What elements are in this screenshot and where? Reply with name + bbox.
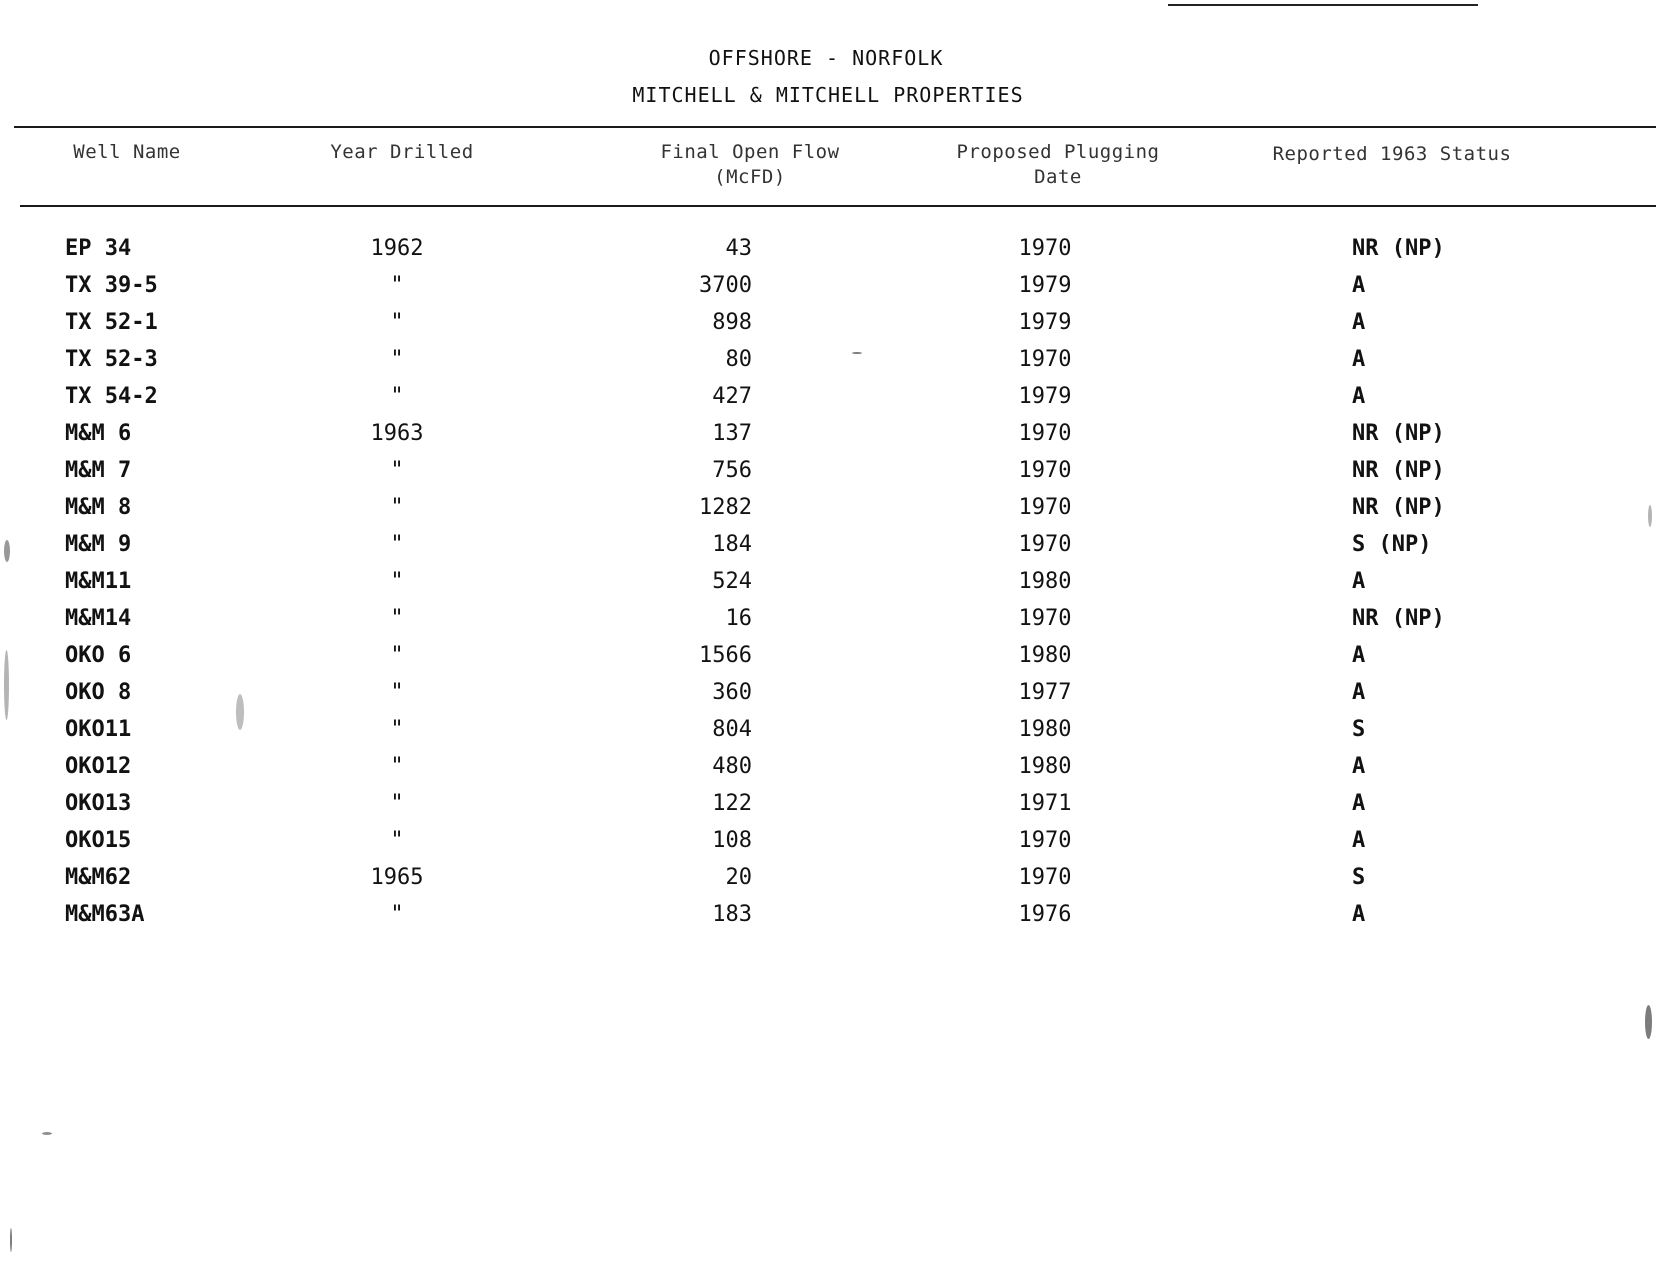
year-drilled-cell: " — [390, 384, 404, 409]
final-open-flow-cell: 1282 — [699, 495, 752, 520]
plugging-date-cell: 1971 — [1018, 791, 1072, 816]
header-final-open-flow-unit: (McFD) — [714, 166, 786, 188]
final-open-flow-cell: 898 — [712, 310, 752, 335]
well-name-cell: TX 52-1 — [65, 310, 158, 335]
header-proposed-plugging-date: Date — [1034, 166, 1082, 188]
plugging-date-cell: 1979 — [1018, 310, 1072, 335]
well-name-cell: M&M14 — [65, 606, 132, 631]
year-drilled-cell: " — [390, 458, 404, 483]
well-name-cell: M&M 7 — [65, 458, 132, 483]
plugging-date-cell: 1970 — [1018, 495, 1072, 520]
status-cell: A — [1352, 569, 1366, 594]
status-cell: S — [1352, 717, 1366, 742]
header-bottom-rule — [20, 205, 1656, 207]
scan-speck — [1648, 505, 1652, 527]
final-open-flow-cell: 360 — [712, 680, 752, 705]
plugging-date-cell: 1970 — [1018, 458, 1072, 483]
table-row — [0, 421, 1656, 455]
table-row — [0, 828, 1656, 862]
well-name-cell: OKO13 — [65, 791, 132, 816]
table-row — [0, 532, 1656, 566]
final-open-flow-cell: 3700 — [699, 273, 752, 298]
well-name-cell: TX 39-5 — [65, 273, 158, 298]
table-row — [0, 680, 1656, 714]
year-drilled-cell: " — [390, 754, 404, 779]
final-open-flow-cell: 122 — [712, 791, 752, 816]
scan-speck — [4, 650, 9, 720]
table-row — [0, 495, 1656, 529]
table-row — [0, 606, 1656, 640]
well-name-cell: M&M63A — [65, 902, 145, 927]
header-well-name: Well Name — [73, 141, 181, 163]
year-drilled-cell: " — [390, 273, 404, 298]
plugging-date-cell: 1970 — [1018, 606, 1072, 631]
status-cell: A — [1352, 754, 1366, 779]
status-cell: A — [1352, 347, 1366, 372]
year-drilled-cell: " — [390, 643, 404, 668]
final-open-flow-cell: 183 — [712, 902, 752, 927]
status-cell: A — [1352, 902, 1366, 927]
year-drilled-cell: " — [390, 310, 404, 335]
table-row — [0, 236, 1656, 270]
scan-speck — [1645, 1005, 1652, 1039]
final-open-flow-cell: 80 — [725, 347, 752, 372]
year-drilled-cell: " — [390, 495, 404, 520]
scan-speck — [42, 1132, 52, 1135]
plugging-date-cell: 1977 — [1018, 680, 1072, 705]
year-drilled-cell: 1965 — [370, 865, 424, 890]
status-cell: A — [1352, 273, 1366, 298]
table-row — [0, 273, 1656, 307]
final-open-flow-cell: 43 — [725, 236, 752, 261]
year-drilled-cell: " — [390, 717, 404, 742]
plugging-date-cell: 1980 — [1018, 754, 1072, 779]
year-drilled-cell: 1962 — [370, 236, 424, 261]
document-subtitle: MITCHELL & MITCHELL PROPERTIES — [632, 83, 1024, 107]
table-row — [0, 865, 1656, 899]
well-name-cell: M&M11 — [65, 569, 132, 594]
table-row — [0, 347, 1656, 381]
final-open-flow-cell: 804 — [712, 717, 752, 742]
scan-speck — [4, 540, 10, 562]
final-open-flow-cell: 524 — [712, 569, 752, 594]
well-name-cell: OKO12 — [65, 754, 132, 779]
final-open-flow-cell: 16 — [725, 606, 752, 631]
well-name-cell: M&M62 — [65, 865, 132, 890]
status-cell: NR (NP) — [1352, 236, 1445, 261]
plugging-date-cell: 1979 — [1018, 384, 1072, 409]
plugging-date-cell: 1979 — [1018, 273, 1072, 298]
well-name-cell: M&M 8 — [65, 495, 132, 520]
status-cell: A — [1352, 384, 1366, 409]
well-name-cell: M&M 6 — [65, 421, 132, 446]
plugging-date-cell: 1970 — [1018, 347, 1072, 372]
well-name-cell: OKO11 — [65, 717, 132, 742]
status-cell: NR (NP) — [1352, 606, 1445, 631]
year-drilled-cell: " — [390, 347, 404, 372]
scan-speck — [10, 1228, 12, 1252]
scan-speck — [236, 694, 244, 730]
plugging-date-cell: 1970 — [1018, 828, 1072, 853]
document-title: OFFSHORE - NORFOLK — [708, 46, 944, 70]
year-drilled-cell: " — [390, 828, 404, 853]
plugging-date-cell: 1980 — [1018, 643, 1072, 668]
plugging-date-cell: 1976 — [1018, 902, 1072, 927]
header-year-drilled: Year Drilled — [330, 141, 474, 163]
well-name-cell: OKO15 — [65, 828, 132, 853]
scan-speck — [852, 352, 862, 354]
status-cell: S (NP) — [1352, 532, 1432, 557]
top-right-rule — [1168, 4, 1478, 6]
year-drilled-cell: 1963 — [370, 421, 424, 446]
final-open-flow-cell: 480 — [712, 754, 752, 779]
table-row — [0, 754, 1656, 788]
header-final-open-flow — [640, 140, 860, 190]
status-cell: NR (NP) — [1352, 421, 1445, 446]
plugging-date-cell: 1970 — [1018, 865, 1072, 890]
plugging-date-cell: 1970 — [1018, 532, 1072, 557]
header-reported-status: Reported 1963 Status — [1272, 143, 1512, 165]
plugging-date-cell: 1980 — [1018, 569, 1072, 594]
table-row — [0, 384, 1656, 418]
final-open-flow-cell: 20 — [725, 865, 752, 890]
table-row — [0, 569, 1656, 603]
year-drilled-cell: " — [390, 569, 404, 594]
header-top-rule — [14, 126, 1656, 128]
final-open-flow-cell: 108 — [712, 828, 752, 853]
header-final-open-flow-label: Final Open Flow — [660, 141, 840, 163]
status-cell: A — [1352, 643, 1366, 668]
final-open-flow-cell: 1566 — [699, 643, 752, 668]
year-drilled-cell: " — [390, 902, 404, 927]
table-row — [0, 791, 1656, 825]
well-name-cell: M&M 9 — [65, 532, 132, 557]
well-name-cell: OKO 8 — [65, 680, 132, 705]
well-name-cell: OKO 6 — [65, 643, 132, 668]
year-drilled-cell: " — [390, 680, 404, 705]
status-cell: NR (NP) — [1352, 458, 1445, 483]
header-proposed-plugging — [948, 140, 1168, 190]
final-open-flow-cell: 137 — [712, 421, 752, 446]
final-open-flow-cell: 184 — [712, 532, 752, 557]
year-drilled-cell: " — [390, 532, 404, 557]
header-proposed-plugging-label: Proposed Plugging — [956, 141, 1160, 163]
status-cell: A — [1352, 680, 1366, 705]
table-row — [0, 310, 1656, 344]
well-name-cell: EP 34 — [65, 236, 132, 261]
status-cell: A — [1352, 310, 1366, 335]
status-cell: NR (NP) — [1352, 495, 1445, 520]
plugging-date-cell: 1970 — [1018, 236, 1072, 261]
well-name-cell: TX 52-3 — [65, 347, 158, 372]
year-drilled-cell: " — [390, 791, 404, 816]
plugging-date-cell: 1980 — [1018, 717, 1072, 742]
final-open-flow-cell: 756 — [712, 458, 752, 483]
table-row — [0, 458, 1656, 492]
status-cell: A — [1352, 828, 1366, 853]
plugging-date-cell: 1970 — [1018, 421, 1072, 446]
status-cell: A — [1352, 791, 1366, 816]
table-row — [0, 717, 1656, 751]
table-row — [0, 902, 1656, 936]
table-row — [0, 643, 1656, 677]
year-drilled-cell: " — [390, 606, 404, 631]
well-name-cell: TX 54-2 — [65, 384, 158, 409]
final-open-flow-cell: 427 — [712, 384, 752, 409]
status-cell: S — [1352, 865, 1366, 890]
